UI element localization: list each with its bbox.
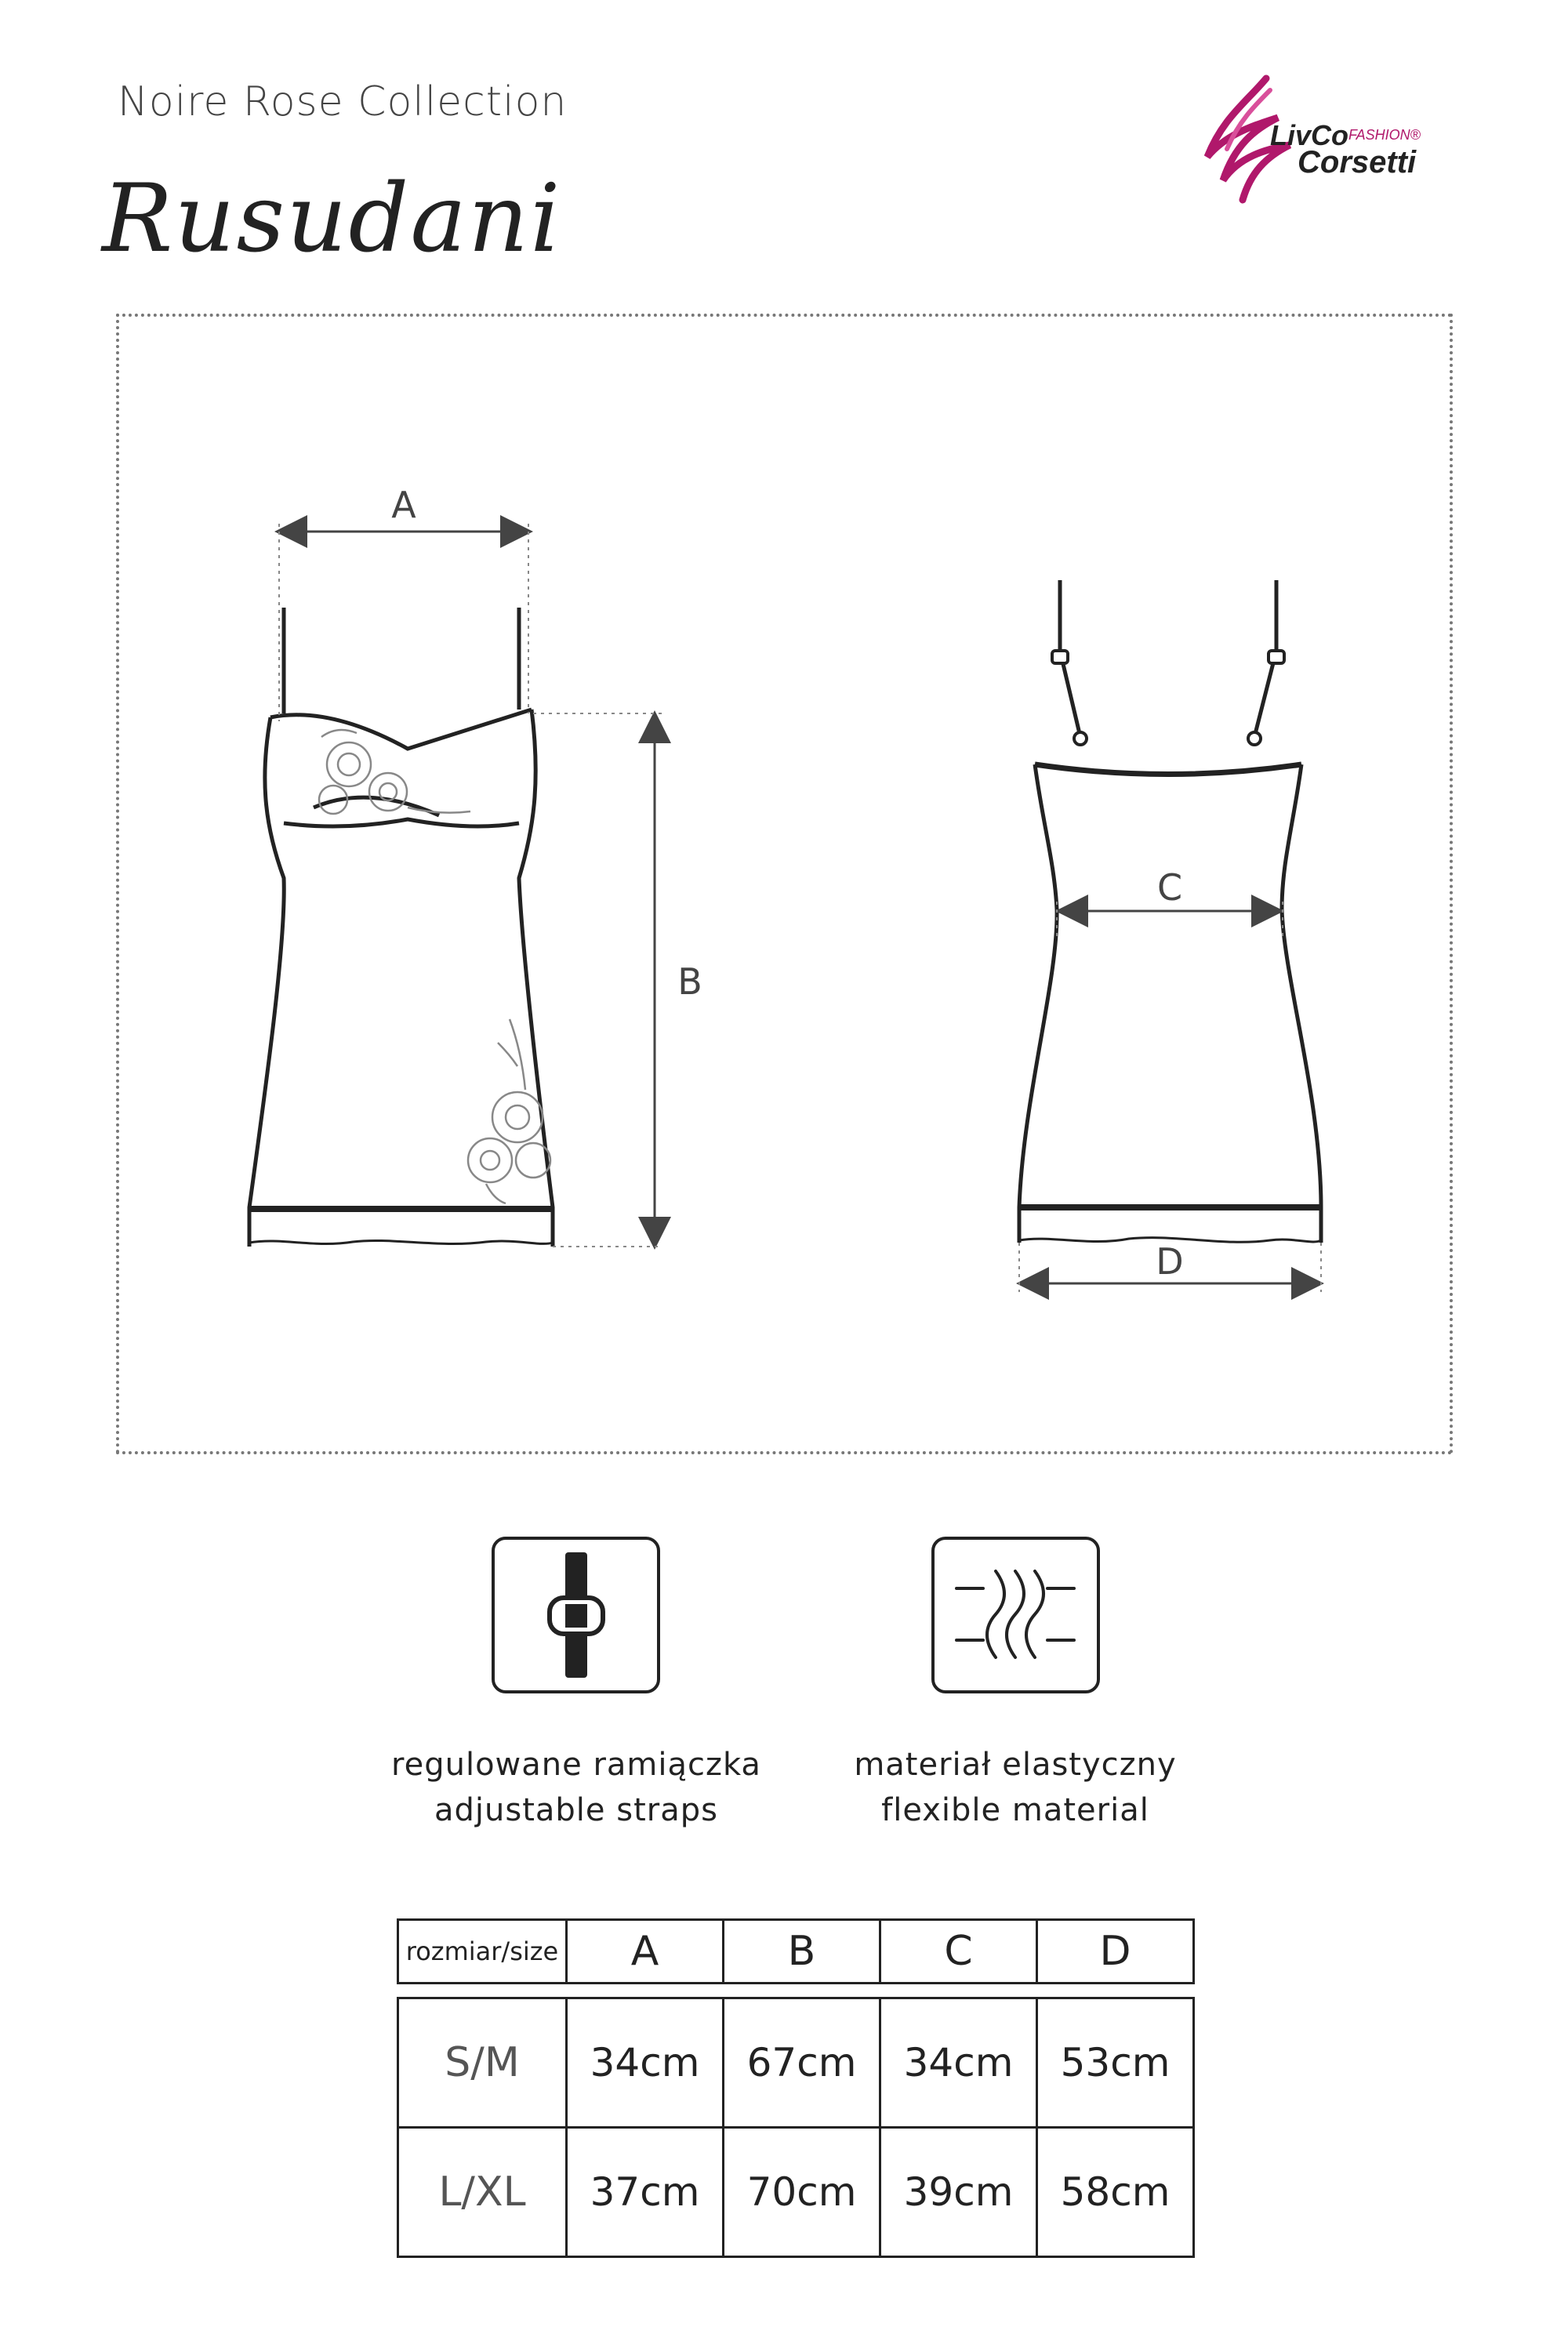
table-cell: 37cm [567,2128,724,2257]
dimension-c-label: C [1156,866,1183,909]
column-header: A [567,1920,724,1984]
product-name: Rusudani [102,165,562,274]
table-cell: 34cm [880,1998,1037,2128]
table-cell: 53cm [1037,1998,1194,2128]
lace-decoration [319,730,550,1203]
strap-adjusters [1052,651,1284,745]
brand-name-line2: Corsetti [1298,145,1417,180]
size-label: S/M [398,1998,567,2128]
brand-fashion-mark: FASHION® [1348,127,1421,143]
dimension-a [279,524,528,721]
feature-label-pl: materiał elastyczny [854,1747,1177,1783]
dimension-d-label: D [1156,1240,1184,1283]
size-header-label: rozmiar/size [398,1920,567,1984]
table-cell: 70cm [724,2128,880,2257]
feature-label-en: flexible material [881,1792,1149,1828]
brand-name-line1: LivCo [1270,119,1349,151]
size-table-header [398,1920,1194,1984]
dimension-b [533,713,662,1247]
front-view [249,608,553,1247]
feature-label-pl: regulowane ramiączka [391,1747,761,1783]
collection-name: Noire Rose Collection [118,78,568,125]
feature-flexible-material [776,1742,1254,1833]
table-cell: 39cm [880,2128,1037,2257]
column-header: C [880,1920,1037,1984]
adjustable-strap-icon [492,1537,660,1693]
table-cell: 67cm [724,1998,880,2128]
stretch-material-icon [931,1537,1100,1693]
dimension-b-label: B [677,960,702,1003]
table-cell: 34cm [567,1998,724,2128]
size-label: L/XL [398,2128,567,2257]
table-cell: 58cm [1037,2128,1194,2257]
table-row [398,2128,1194,2257]
feature-adjustable-straps [337,1742,815,1833]
feature-label-en: adjustable straps [434,1792,718,1828]
dimension-a-label: A [391,484,416,526]
size-table [397,1918,1195,2258]
column-header: B [724,1920,880,1984]
column-header: D [1037,1920,1194,1984]
table-row [398,1998,1194,2128]
